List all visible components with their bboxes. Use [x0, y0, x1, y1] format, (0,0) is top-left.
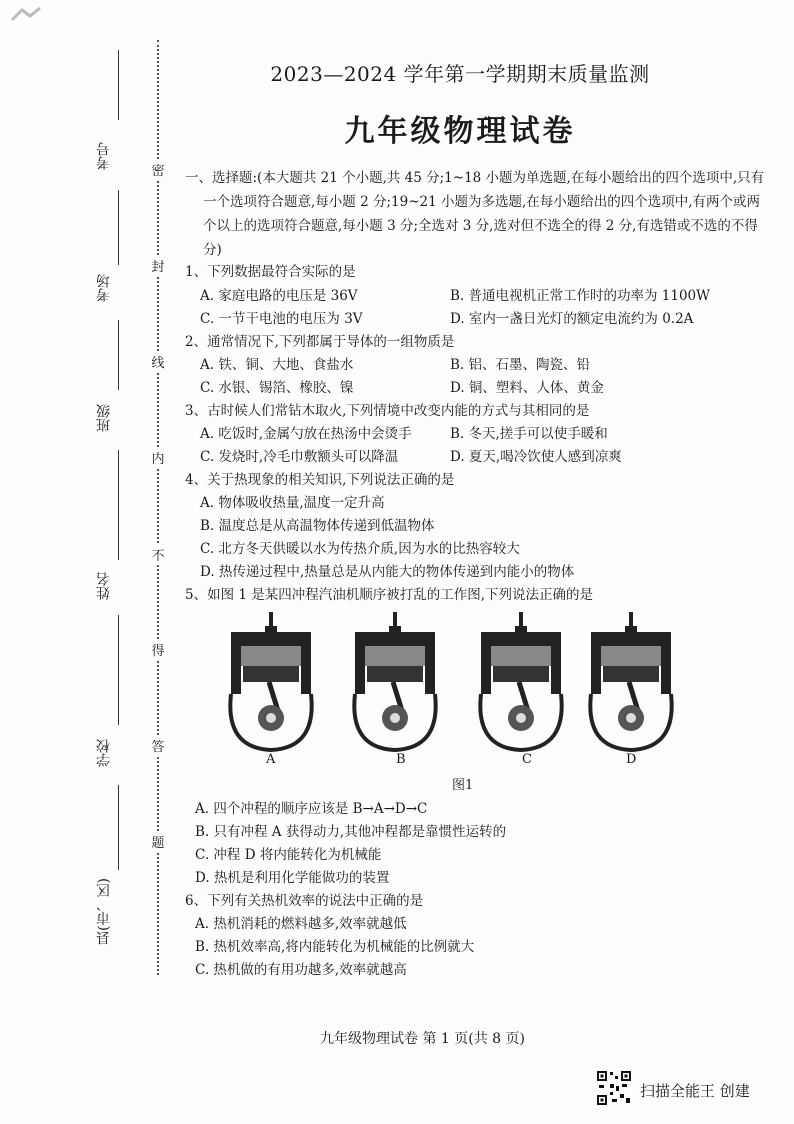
seal-char: 封 [150, 256, 166, 275]
seal-char: 得 [150, 640, 166, 659]
option: D. 夏天,喝冷饮使人感到凉爽 [450, 449, 622, 465]
instruction-line: 分) [203, 242, 222, 258]
option: C. 一节干电池的电压为 3V [200, 311, 363, 327]
field-line [118, 450, 119, 560]
question-stem: 1、下列数据最符合实际的是 [185, 264, 356, 280]
figure-caption: 图1 [452, 778, 474, 793]
seal-char: 内 [150, 448, 166, 467]
option: B. 普通电视机正常工作时的功率为 1100W [450, 288, 711, 304]
field-line [118, 190, 119, 265]
figure-label-d: D [626, 752, 637, 767]
option: C. 北方冬天供暖以水为传热介质,因为水的比热容较大 [200, 541, 520, 557]
option: A. 四个冲程的顺序应该是 B→A→D→C [195, 801, 428, 817]
option: D. 热传递过程中,热量总是从内能大的物体传递到内能小的物体 [200, 564, 575, 580]
field-line [118, 50, 119, 120]
option: D. 铜、塑料、人体、黄金 [450, 380, 604, 396]
field-name: 姓名 [96, 572, 112, 600]
instruction-line: 一、选择题:(本大题共 21 个小题,共 45 分;1~18 小题为单选题,在每小题给出的四个选项中,只有 [185, 170, 765, 186]
option: B. 热机效率高,将内能转化为机械能的比例就大 [195, 939, 475, 955]
field-school: 学校 [96, 739, 112, 767]
option: C. 发烧时,冷毛巾敷额头可以降温 [200, 449, 399, 465]
subject-title: 九年级物理试卷 [344, 114, 576, 149]
seal-char: 线 [150, 352, 166, 371]
option: A. 吃饭时,金属勺放在热汤中会烫手 [200, 426, 412, 442]
exam-title: 2023—2024 学年第一学期期末质量监测 [270, 62, 650, 86]
option: D. 热机是利用化学能做功的装置 [195, 870, 390, 886]
option: B. 只有冲程 A 获得动力,其他冲程都是靠惯性运转的 [195, 824, 507, 840]
option: C. 冲程 D 将内能转化为机械能 [195, 847, 382, 863]
engine-stroke-b [354, 612, 435, 750]
option: A. 家庭电路的电压是 36V [200, 288, 358, 304]
seal-char: 不 [150, 545, 166, 564]
question-stem: 5、如图 1 是某四冲程汽油机顺序被打乱的工作图,下列说法正确的是 [185, 587, 594, 603]
instruction-line: 一个选项符合题意,每小题 2 分;19~21 小题为多选题,在每小题给出的四个选项中,有两个或两 [203, 194, 761, 210]
field-line [118, 320, 119, 390]
question-stem: 4、关于热现象的相关知识,下列说法正确的是 [185, 472, 455, 488]
option: A. 物体吸收热量,温度一定升高 [200, 495, 385, 511]
option: A. 铁、铜、大地、食盐水 [200, 357, 354, 373]
option: C. 热机做的有用功越多,效率就越高 [195, 962, 407, 978]
option: B. 温度总是从高温物体传递到低温物体 [200, 518, 435, 534]
question-stem: 2、通常情况下,下列都属于导体的一组物质是 [185, 334, 455, 350]
option: A. 热机消耗的燃料越多,效率就越低 [195, 916, 407, 932]
seal-char: 答 [150, 736, 166, 755]
qr-code-icon [596, 1070, 632, 1106]
scan-corner-mark [10, 6, 50, 26]
field-class: 班级 [96, 404, 112, 432]
field-line [118, 615, 119, 725]
question-stem: 3、古时候人们常钻木取火,下列情境中改变内能的方式与其相同的是 [185, 403, 590, 419]
option: D. 室内一盏日光灯的额定电流约为 0.2A [450, 311, 694, 327]
scanner-brand: 扫描全能王 创建 [640, 1082, 750, 1100]
option: B. 铝、石墨、陶瓷、铅 [450, 357, 591, 373]
engine-stroke-d [590, 612, 671, 750]
option: B. 冬天,搓手可以使手暖和 [450, 426, 608, 442]
field-exam-number: 考号 [96, 142, 112, 170]
engine-stroke-c [480, 612, 561, 750]
option: C. 水银、锡箔、橡胶、镍 [200, 380, 354, 396]
engine-stroke-a [230, 612, 311, 750]
seal-char: 密 [150, 160, 166, 179]
seal-char: 题 [150, 832, 166, 851]
field-line [118, 785, 119, 870]
field-exam-room: 考场 [96, 274, 112, 302]
figure-label-a: A [266, 752, 276, 767]
question-stem: 6、下列有关热机效率的说法中正确的是 [185, 893, 424, 909]
figure-label-c: C [522, 752, 532, 767]
page-footer: 九年级物理试卷 第 1 页(共 8 页) [320, 1031, 525, 1047]
figure-label-b: B [396, 752, 406, 767]
field-county: 县(市、区) [96, 878, 112, 946]
figure-engine-strokes [225, 610, 675, 760]
instruction-line: 个以上的选项符合题意,每小题 3 分;全选对 3 分,选对但不选全的得 2 分,有选错或不选的不得 [203, 218, 758, 234]
